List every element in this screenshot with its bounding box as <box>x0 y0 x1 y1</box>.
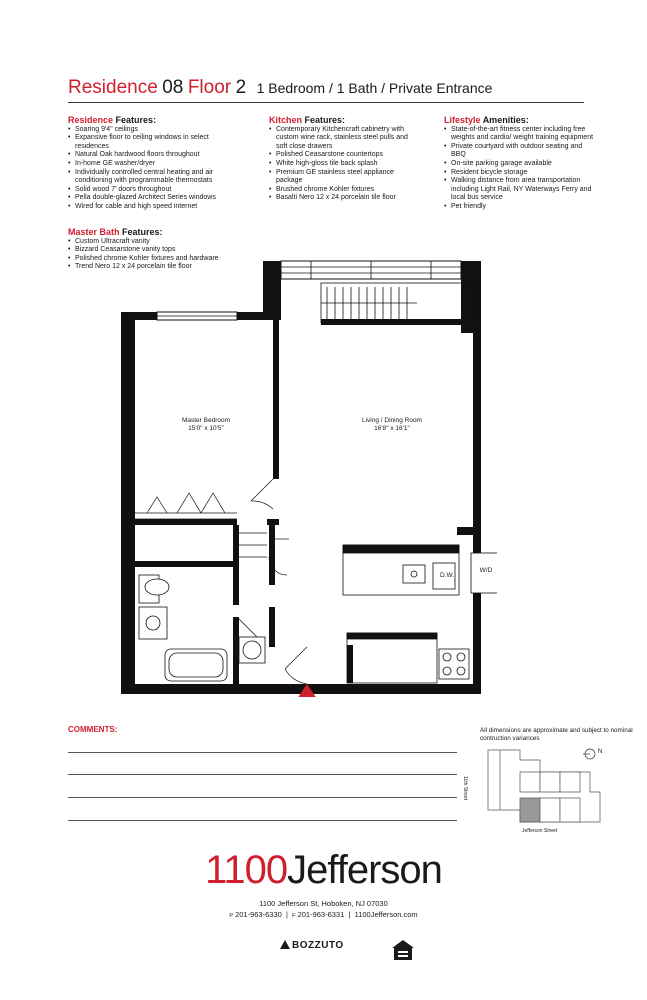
lifestyle-amenities-heading: Lifestyle Amenities: <box>444 115 529 125</box>
comment-line[interactable] <box>68 752 457 753</box>
page-title <box>68 77 588 103</box>
list-item: • Natural Oak hardwood floors throughout <box>68 151 240 160</box>
phone-prefix: P <box>229 913 233 919</box>
floorplan <box>117 257 497 697</box>
list-item: • Walking distance from area transportation including Light Rail, NY Waterways Ferry and local bus service <box>444 177 594 203</box>
list-item: • Polished chrome Kohler fixtures and hardware <box>68 255 240 264</box>
lifestyle-amenities-section <box>444 116 594 212</box>
key-plan <box>462 742 610 852</box>
dimensions-disclaimer: All dimensions are approximate and subject to nominal contruction variances <box>480 727 633 742</box>
list-item: • Private courtyard with outdoor seating and BBQ <box>444 143 594 160</box>
list-item: • Wired for cable and high speed internet <box>68 203 240 212</box>
list-item: • Bizzard Ceasarstone vanity tops <box>68 246 240 255</box>
residence-features-section <box>68 116 240 212</box>
kitchen-features-heading: Kitchen Features: <box>269 115 346 125</box>
comment-line[interactable] <box>68 797 457 798</box>
room-dimensions: 16'8" x 16'1" <box>374 425 410 432</box>
list-item: • Solid wood 7' doors throughout <box>68 186 240 195</box>
brand-logo-number: 1100 <box>205 848 288 892</box>
key-plan-drawing <box>470 742 610 852</box>
list-item: • Contemporary Kitchencraft cabinetry with custom wine rack, stainless steel pulls and soft close drawers <box>269 126 419 152</box>
bozzuto-wordmark: BOZZUTO <box>292 940 344 951</box>
comments-label: COMMENTS: <box>68 725 118 734</box>
floorplan-drawing <box>117 257 497 697</box>
address: 1100 Jefferson St, Hoboken, NJ 07030 <box>259 899 388 908</box>
list-item: • Individually controlled central heating and air conditioning with programmable thermostats <box>68 169 240 186</box>
list-item: • On-site parking garage available <box>444 160 594 169</box>
list-item: • Trend Nero 12 x 24 porcelain tile floor <box>68 263 240 272</box>
comment-line[interactable] <box>68 774 457 775</box>
street-label-side: 11th Street <box>462 776 468 801</box>
room-label-master-bedroom <box>161 417 251 433</box>
room-name: Master Bedroom <box>181 417 231 424</box>
residence-features-list <box>68 126 240 212</box>
contact-line: P 201-963-6330 | F 201-963-6331 | 1100Jefferson.com <box>229 910 418 919</box>
list-item: • Custom Ultracraft vanity <box>68 238 240 247</box>
room-dimensions: 15'0" x 10'5" <box>188 425 224 432</box>
lifestyle-amenities-list <box>444 126 594 212</box>
list-item: • Brushed chrome Kohler fixtures <box>269 186 419 195</box>
list-item: • Pet friendly <box>444 203 594 212</box>
kitchen-features-section <box>269 116 419 203</box>
title-residence-number: 08 <box>162 77 184 98</box>
bozzuto-triangle-icon <box>280 940 290 949</box>
washer-dryer-label: W/D <box>479 567 493 574</box>
list-item: • In-home GE washer/dryer <box>68 160 240 169</box>
list-item: • Expansive floor to ceiling windows in select residences <box>68 134 240 151</box>
residence-features-heading: Residence Features: <box>68 115 157 125</box>
title-floor-word: Floor <box>187 77 232 98</box>
dishwasher-label: D.W. <box>439 572 455 579</box>
street-label-bottom: Jefferson Street <box>522 828 558 834</box>
equal-housing-icon <box>388 938 418 966</box>
title-residence-word: Residence <box>68 77 158 98</box>
list-item: • Premium GE stainless steel appliance package <box>269 169 419 186</box>
list-item: • White high-gloss tile back splash <box>269 160 419 169</box>
list-item: • Resident bicycle storage <box>444 169 594 178</box>
list-item: • State-of-the-art fitness center including free weights and cardio/ weight training equipment <box>444 126 594 143</box>
title-divider <box>68 102 584 103</box>
room-name: Living / Dining Room <box>362 417 422 424</box>
kitchen-features-list <box>269 126 419 203</box>
bozzuto-logo <box>280 940 344 951</box>
comment-line[interactable] <box>68 820 457 821</box>
fax-prefix: F <box>292 913 296 919</box>
fax-number: 201-963-6331 <box>297 910 345 919</box>
title-subtitle: 1 Bedroom / 1 Bath / Private Entrance <box>256 80 493 96</box>
brand-logo <box>0 848 647 892</box>
list-item: • Polished Ceasarstone countertops <box>269 151 419 160</box>
list-item: • Pella double-glazed Architect Series windows <box>68 194 240 203</box>
brand-logo-name: Jefferson <box>287 848 442 892</box>
website-link[interactable]: 1100Jefferson.com <box>354 910 418 919</box>
north-label: N <box>598 749 603 755</box>
room-label-living-dining <box>337 417 447 433</box>
phone-number: 201-963-6330 <box>235 910 282 919</box>
list-item: • Basalti Nero 12 x 24 porcelain tile floor <box>269 194 419 203</box>
title-floor-number: 2 <box>235 77 247 98</box>
list-item: • Soaring 9'4" ceilings <box>68 126 240 135</box>
master-bath-features-heading: Master Bath Features: <box>68 227 163 237</box>
